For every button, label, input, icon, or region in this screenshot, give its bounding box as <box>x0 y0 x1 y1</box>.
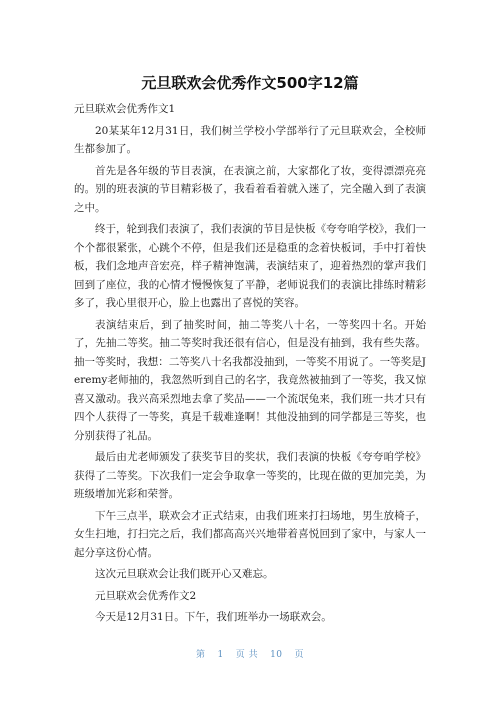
document-body <box>74 99 426 627</box>
paragraph: 首先是各年级的节目表演，在表演之前，大家都化了妆，变得漂漂亮亮的。别的班表演的节目精彩极了，我看着看着就入迷了，完全融入到了表演之中。 <box>74 164 426 214</box>
document-title: 元旦联欢会优秀作文500字12篇 <box>141 74 359 92</box>
paragraph: 表演结束后，到了抽奖时间，抽二等奖八十名，一等奖四十名。开始了，先抽二等奖。抽二等奖时我还很有信心，但是没有抽到，我有些失落。抽一等奖时，我想：二等奖八十名我都没抽到，一等奖不用说了。一等奖是Jeremy老师抽的，我忽然听到自己的名字，我竟然被抽到了一等奖，我又惊喜又激动。我兴高采烈地去拿了奖品——一个流氓兔来，我们班一共才只有四个人获得了一等奖，真是千载难逢啊！其他没抽到的同学都是三等奖，也分别获得了礼品。 <box>74 318 426 442</box>
section-heading: 元旦联欢会优秀作文1 <box>74 103 176 115</box>
footer-prefix: 第 <box>195 650 206 660</box>
section-heading: 元旦联欢会优秀作文2 <box>95 589 197 602</box>
page-footer <box>0 647 500 660</box>
footer-total-pages: 10 <box>270 650 283 660</box>
footer-suffix: 页 <box>294 650 305 660</box>
paragraph: 今天是12月31日。下午，我们班举办一场联欢会。 <box>95 611 332 623</box>
paragraph: 终于，轮到我们表演了，我们表演的节目是快板《夸夸咱学校》，我们一个个都很紧张，心跳个不停，但是我们还是稳重的念着快板词，手中打着快板，我们念地声音宏亮，样子精神饱满，表演结束了，迎着热烈的掌声我们回到了座位，我的心情才慢慢恢复了平静，老师说我们的表演比排练时精彩多了，我心里很开心，脸上也露出了喜悦的笑容。 <box>74 223 426 309</box>
paragraph: 20某某年12月31日，我们树兰学校小学部举行了元旦联欢会，全校师生都参加了。 <box>74 124 426 155</box>
footer-middle: 页 共 <box>235 650 259 660</box>
footer-page-number: 1 <box>217 650 224 660</box>
paragraph: 这次元旦联欢会让我们既开心又难忘。 <box>95 568 274 580</box>
paragraph: 下午三点半，联欢会才正式结束，由我们班来打扫场地，男生放椅子，女生扫地，打扫完之后，我们都高高兴兴地带着喜悦回到了家中，与家人一起分享这份心情。 <box>74 509 426 559</box>
paragraph: 最后由尤老师颁发了获奖节目的奖状，我们表演的快板《夸夸咱学校》获得了二等奖。下次我们一定会争取拿一等奖的，比现在做的更加完美，为班级增加光彩和荣誉。 <box>74 451 426 500</box>
